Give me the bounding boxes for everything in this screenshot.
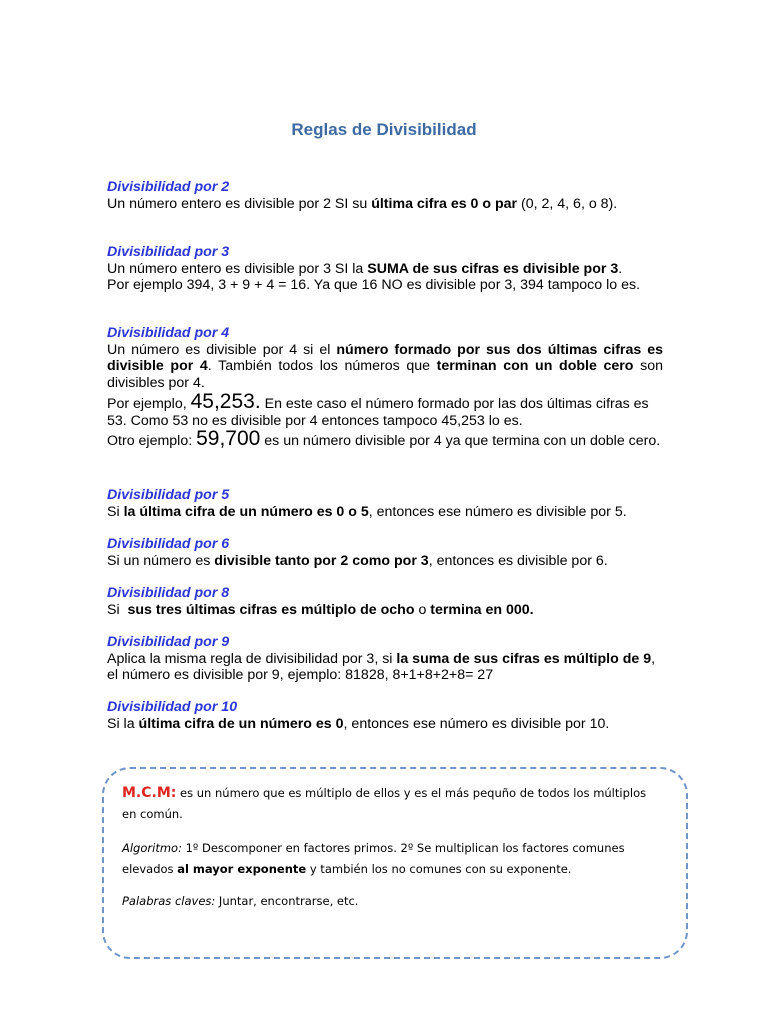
section-heading: Divisibilidad por 5: [107, 487, 230, 503]
text: Un número entero es divisible por 2 SI su: [107, 195, 372, 212]
text: , el número es divisible por 9, ejemplo: 81828, 8+1+8+2+8= 27: [107, 650, 656, 683]
rule-text: [107, 196, 663, 213]
section-heading: Divisibilidad por 2: [107, 179, 230, 195]
algorithm-label: Algoritmo:: [122, 841, 182, 855]
example-number: 59,700: [196, 427, 261, 450]
bold-text: terminan con un doble cero: [436, 358, 634, 374]
rule-text: [107, 342, 663, 392]
section-heading: Divisibilidad por 8: [107, 585, 230, 601]
text: , entonces ese número es divisible por 5.: [368, 503, 627, 520]
rule-text: [107, 651, 663, 684]
text: y también los no comunes con su exponente.: [306, 862, 572, 876]
bold-text: última cifra de un número es 0: [138, 715, 344, 732]
section-div-9: [107, 634, 663, 684]
bold-text: termina en 000.: [430, 601, 534, 618]
text: 1º Descomponer en factores primos. 2º Se multiplican los factores comunes elevados: [122, 841, 625, 876]
mcm-label: M.C.M:: [122, 785, 177, 801]
example-text: [107, 390, 663, 429]
section-div-10: [107, 699, 663, 732]
text: Por ejemplo,: [107, 396, 191, 412]
text: Un número entero es divisible por 3 SI la: [107, 260, 368, 277]
example-number: 45,253.: [190, 390, 261, 413]
mcm-box: [102, 767, 688, 959]
rule-text: [107, 261, 663, 278]
example-text: [107, 427, 663, 450]
example-text: Por ejemplo 394, 3 + 9 + 4 = 16. Ya que 16 NO es divisible por 3, 394 tampoco lo es.: [107, 277, 641, 293]
rule-text: [107, 716, 663, 733]
text: Aplica la misma regla de divisibilidad por 3, si: [107, 650, 397, 667]
text: En este caso el número formado por las dos últimas cifras es 53. Como 53 no es divisible por 4 entonces tampoco 45,253 lo es.: [107, 396, 649, 429]
text: son divisibles por 4.: [107, 358, 663, 391]
section-heading: Divisibilidad por 6: [107, 536, 230, 552]
section-heading: Divisibilidad por 10: [107, 699, 238, 715]
section-div-3: [107, 244, 663, 294]
text: Si un número es: [107, 552, 215, 569]
text: , entonces ese número es divisible por 10.: [343, 715, 610, 732]
rule-text: [107, 553, 663, 570]
bold-text: al mayor exponente: [177, 862, 307, 876]
bold-text: número formado por sus dos últimas cifras es divisible por 4: [107, 341, 664, 374]
section-div-6: [107, 536, 663, 569]
bold-text: SUMA de sus cifras es divisible por 3: [367, 260, 619, 277]
bold-text: la última cifra de un número es 0 o 5: [123, 503, 369, 520]
mcm-keywords: [122, 891, 662, 912]
text: Si: [107, 601, 128, 618]
text: es un número que es múltiplo de ellos y es el más pequño de todos los múltiplos en común.: [122, 786, 647, 821]
section-div-4: [107, 325, 663, 450]
bold-text: divisible tanto por 2 como por 3: [214, 552, 429, 569]
mcm-algorithm: [122, 838, 662, 880]
text: . También todos los números que: [207, 358, 437, 374]
rule-text: [107, 602, 663, 619]
keywords-label: Palabras claves:: [122, 894, 216, 908]
section-div-2: [107, 179, 663, 212]
text: Otro ejemplo:: [107, 433, 197, 449]
text: Si: [107, 503, 124, 520]
text: es un número divisible por 4 ya que termina con un doble cero.: [260, 433, 661, 449]
text: (0, 2, 4, 6, o 8).: [517, 195, 618, 212]
bold-text: sus tres últimas cifras es múltiplo de ocho: [127, 601, 415, 618]
bold-text: la suma de sus cifras es múltiplo de 9: [396, 650, 652, 667]
text: Un número es divisible por 4 si el: [107, 341, 337, 358]
text: , entonces es divisible por 6.: [428, 552, 608, 569]
section-div-5: [107, 487, 663, 520]
section-heading: Divisibilidad por 4: [107, 325, 230, 341]
section-div-8: [107, 585, 663, 618]
rule-text: [107, 504, 663, 521]
mcm-definition: [122, 783, 662, 825]
section-heading: Divisibilidad por 9: [107, 634, 230, 650]
section-heading: Divisibilidad por 3: [107, 244, 230, 260]
text: Si la: [107, 715, 139, 732]
page-title: Reglas de Divisibilidad: [291, 120, 477, 139]
bold-text: última cifra es 0 o par: [371, 195, 518, 212]
text: .: [618, 260, 623, 277]
text: Juntar, encontrarse, etc.: [215, 894, 359, 908]
text: o: [414, 601, 431, 618]
